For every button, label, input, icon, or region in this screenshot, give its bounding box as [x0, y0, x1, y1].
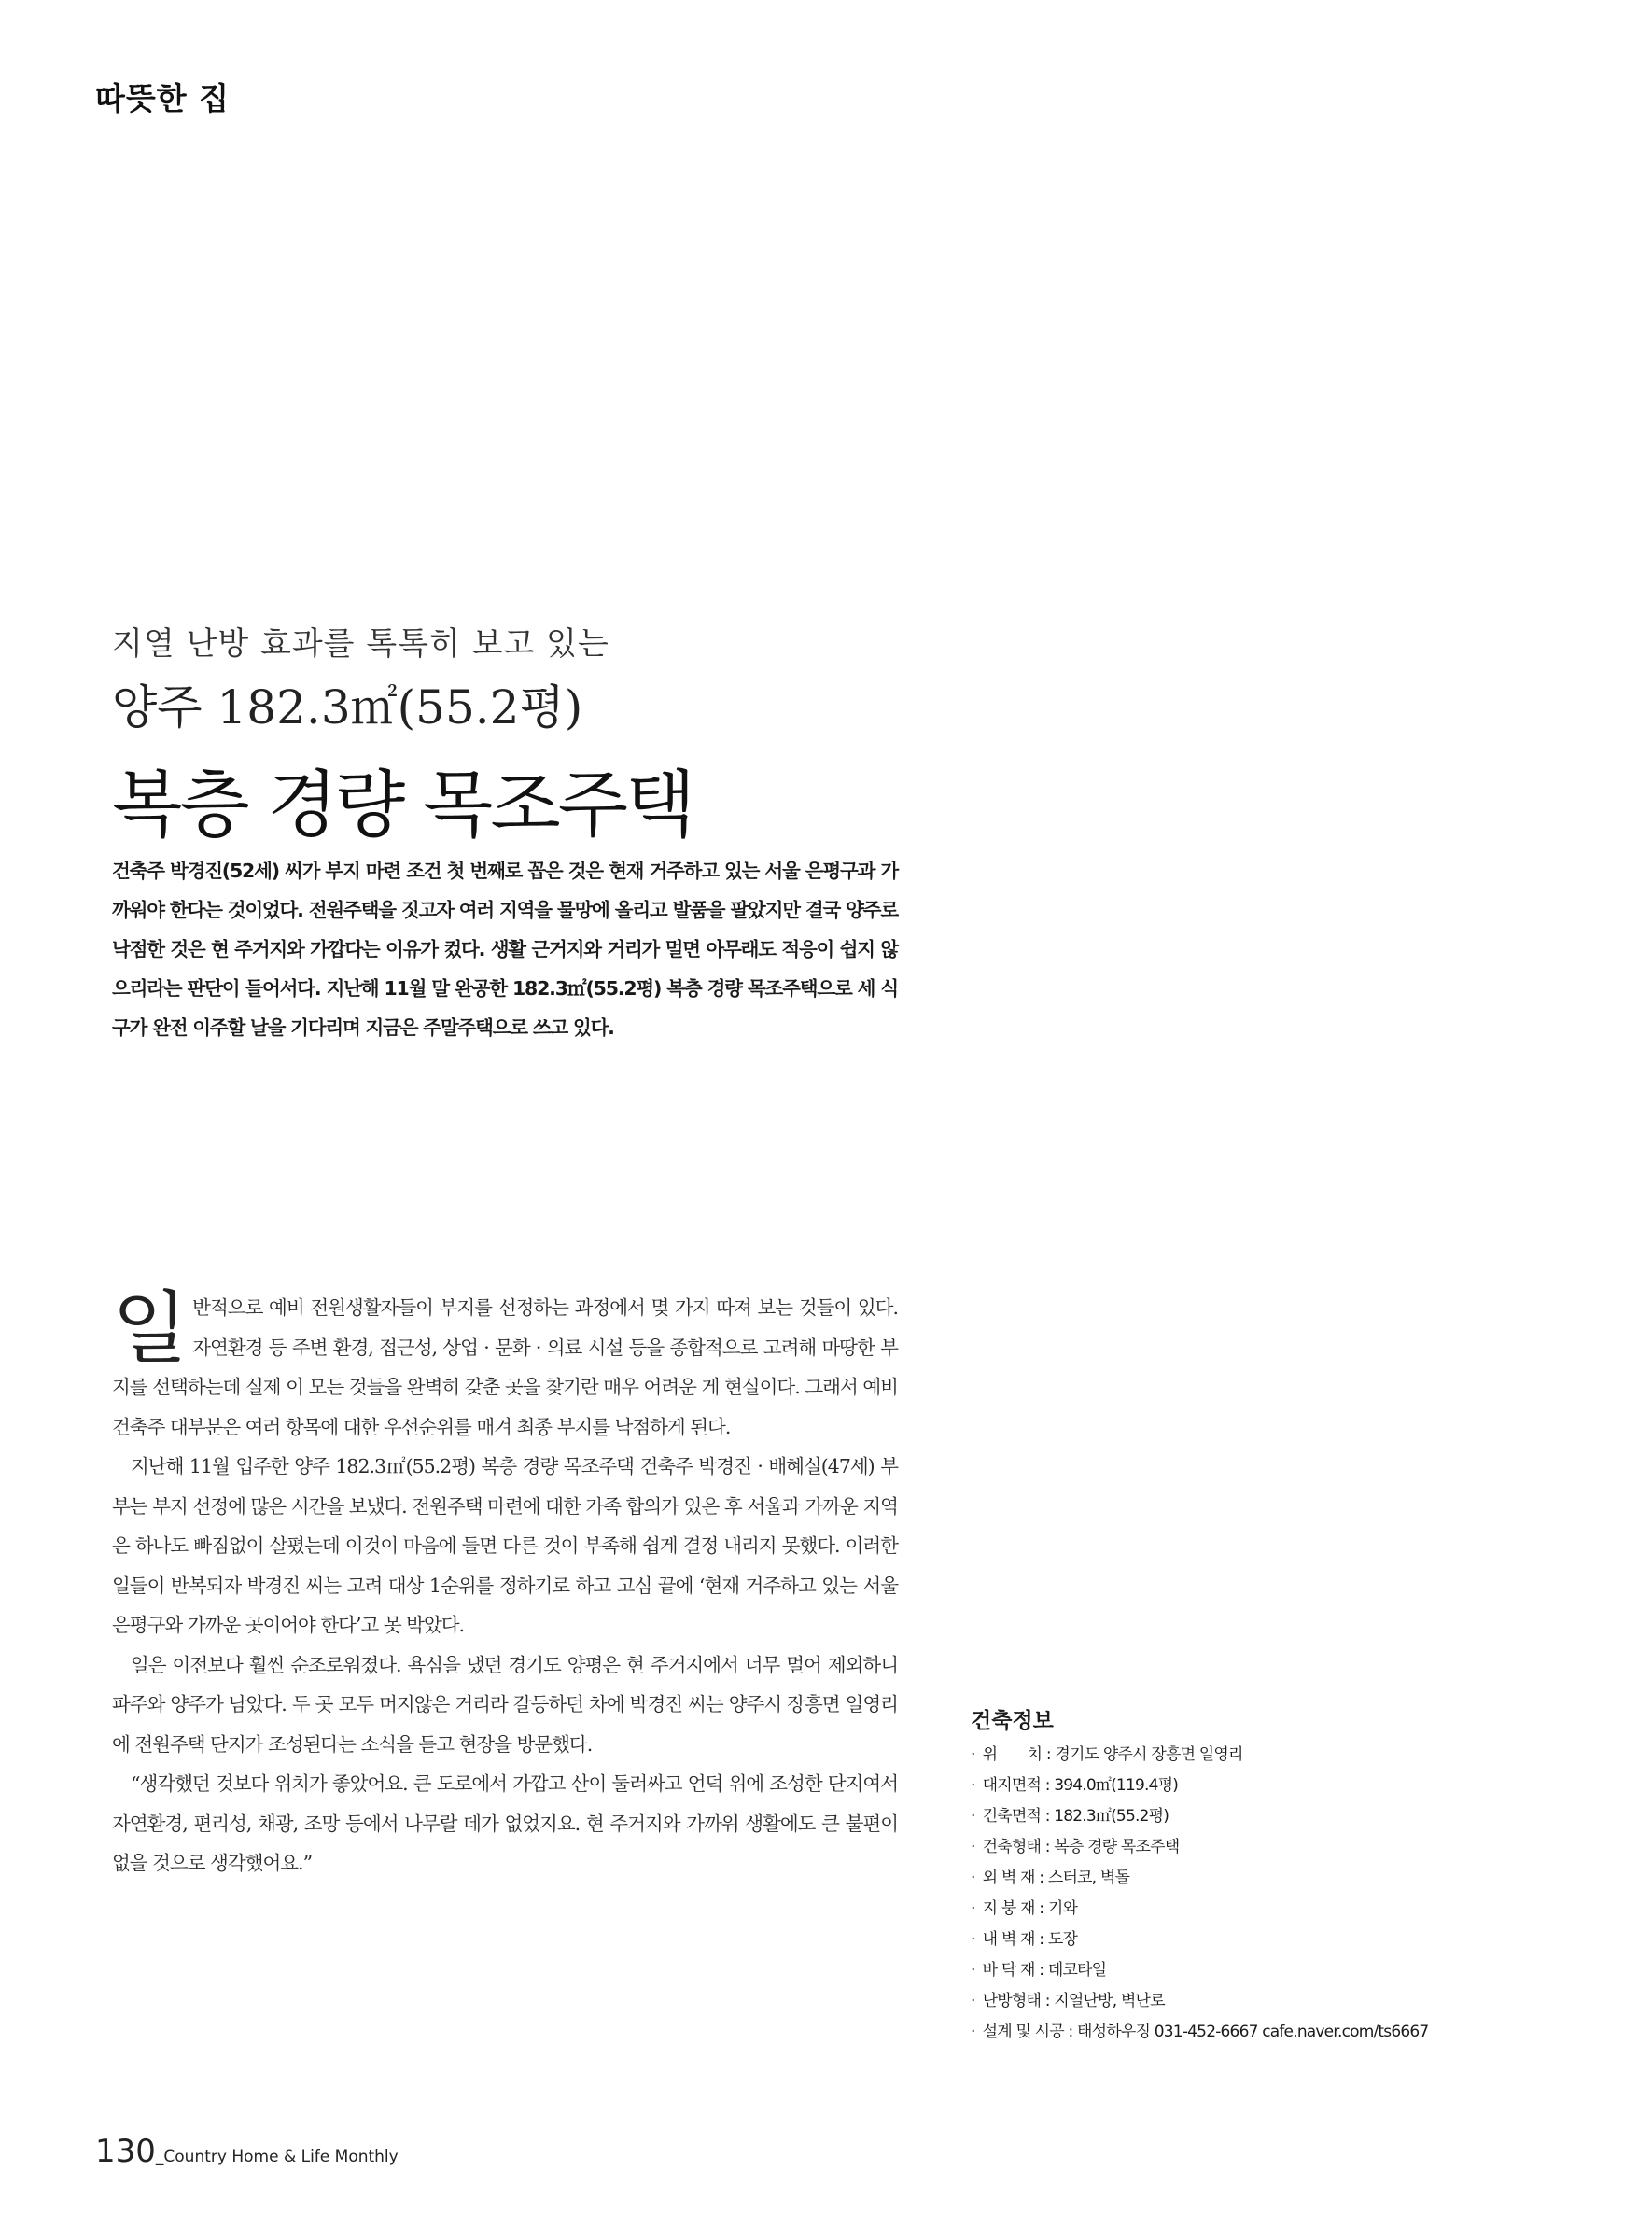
info-row-text: 지 붕 재 : 기와 [982, 1899, 1078, 1918]
info-row: · 건축형태 : 복층 경량 목조주택 [971, 1838, 1180, 1856]
magazine-name: _Country Home & Life Monthly [155, 2148, 399, 2166]
info-row-text: 바 닥 재 : 데코타일 [982, 1961, 1107, 1980]
info-row: · 내 벽 재 : 도장 [971, 1930, 1078, 1949]
building-info-title: 건축정보 [971, 1709, 1054, 1733]
page-footer [95, 2133, 399, 2170]
info-row: · 지 붕 재 : 기와 [971, 1899, 1078, 1918]
body-paragraph-3: 일은 이전보다 훨씬 순조로워졌다. 욕심을 냈던 경기도 양평은 현 주거지에서 너무 멀어 제외하니 파주와 양주가 남았다. 두 곳 모두 머지않은 거리라 갈등하던 차에 박경진 씨는 양주시 장흥면 일영리에 전원주택 단지가 조성된다는 소식을 듣고 현장을 방문했다. [112, 1653, 898, 1756]
body-paragraph-1 [112, 1282, 898, 1447]
info-row: · 위 치 : 경기도 양주시 장흥면 일영리 [971, 1745, 1243, 1764]
article-kicker: 지열 난방 효과를 톡톡히 보고 있는 [112, 625, 609, 663]
info-row: · 바 닥 재 : 데코타일 [971, 1961, 1107, 1980]
building-info-box [971, 1703, 1456, 2048]
info-row: · 난방형태 : 지열난방, 벽난로 [971, 1992, 1165, 2010]
info-row: · 설계 및 시공 : 태성하우징 031-452-6667 cafe.naver.com/ts6667 [971, 2023, 1429, 2041]
body-paragraph-2: 지난해 11월 입주한 양주 182.3㎡(55.2평) 복층 경량 목조주택 건축주 박경진 · 배혜실(47세) 부부는 부지 선정에 많은 시간을 보냈다. 전원주택 마련에 대한 가족 합의가 있은 후 서울과 가까운 지역은 하나도 빠짐없이 살폈는데 이것이 마음에 들면 다른 것이 부족해 쉽게 결정 내리지 못했다. 이러한 일들이 반복되자 박경진 씨는 고려 대상 1순위를 정하기로 하고 고심 끝에 ‘현재 거주하고 있는 서울 은평구와 가까운 곳이어야 한다’고 못 박았다. [112, 1455, 898, 1636]
info-row: · 외 벽 재 : 스터코, 벽돌 [971, 1869, 1130, 1887]
info-row: · 대지면적 : 394.0㎡(119.4평) [971, 1776, 1179, 1795]
info-row-text: 건축형태 : 복층 경량 목조주택 [982, 1838, 1180, 1856]
article-title-line1: 양주 182.3㎡(55.2평) [112, 680, 583, 735]
info-row-text: 건축면적 : 182.3㎡(55.2평) [982, 1807, 1169, 1826]
info-row-text: 내 벽 재 : 도장 [982, 1930, 1078, 1949]
section-label: 따뜻한 집 [95, 80, 231, 117]
lead-paragraph: 건축주 박경진(52세) 씨가 부지 마련 조건 첫 번째로 꼽은 것은 현재 거주하고 있는 서울 은평구과 가까워야 한다는 것이었다. 전원주택을 짓고자 여러 지역을 물망에 올리고 발품을 팔았지만 결국 양주로 낙점한 것은 현 주거지와 가깝다는 이유가 컸다. 생활 근거지와 거리가 멀면 아무래도 적응이 쉽지 않으리라는 판단이 들어서다. 지난해 11월 말 완공한 182.3㎡(55.2평) 복층 경량 목조주택으로 세 식구가 완전 이주할 날을 기다리며 지금은 주말주택으로 쓰고 있다. [112, 860, 898, 1039]
article-lead [112, 851, 898, 1047]
article-body [112, 1282, 898, 1883]
body-paragraph-1-text: 반적으로 예비 전원생활자들이 부지를 선정하는 과정에서 몇 가지 따져 보는 것들이 있다. 자연환경 등 주변 환경, 접근성, 상업 · 문화 · 의료 시설 등을 종합적으로 고려해 마땅한 부지를 선택하는데 실제 이 모든 것들을 완벽히 갖춘 곳을 찾기란 매우 어려운 게 현실이다. 그래서 예비 건축주 대부분은 여러 항목에 대한 우선순위를 매겨 최종 부지를 낙점하게 된다. [112, 1296, 898, 1438]
article-title-line2: 복층 경량 목조주택 [112, 763, 693, 847]
page-number: 130 [95, 2133, 156, 2170]
body-paragraph-4: “생각했던 것보다 위치가 좋았어요. 큰 도로에서 가깝고 산이 둘러싸고 언덕 위에 조성한 단지여서 자연환경, 편리성, 채광, 조망 등에서 나무랄 데가 없었지요. 현 주거지와 가까워 생활에도 큰 불편이 없을 것으로 생각했어요.” [112, 1772, 898, 1874]
info-row-text: 외 벽 재 : 스터코, 벽돌 [982, 1869, 1130, 1887]
drop-cap: 일 [112, 1282, 188, 1374]
info-row-text: 설계 및 시공 : 태성하우징 031-452-6667 cafe.naver.com/ts6667 [982, 2023, 1429, 2041]
info-row: · 건축면적 : 182.3㎡(55.2평) [971, 1807, 1169, 1826]
info-row-text: 대지면적 : 394.0㎡(119.4평) [982, 1776, 1179, 1795]
info-row-text: 난방형태 : 지열난방, 벽난로 [982, 1992, 1165, 2010]
info-row-text: 위 치 : 경기도 양주시 장흥면 일영리 [982, 1745, 1243, 1764]
